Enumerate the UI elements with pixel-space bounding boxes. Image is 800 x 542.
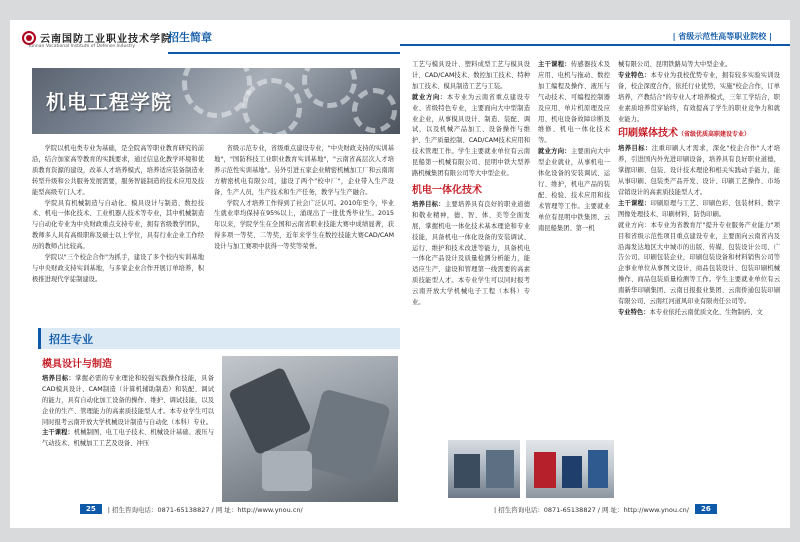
page-number: 25 (80, 504, 102, 514)
hero-title: 机电工程学院 (46, 90, 172, 114)
major-title: 印刷媒体技术（省级优质高职建设专业） (618, 128, 751, 140)
left-major-column (42, 356, 214, 450)
right-footer (494, 504, 717, 514)
left-column-1 (32, 144, 204, 286)
major-detail: 培养目标：注重印刷人才需求，深化"校企合作"人才培养，引进国内外先进印刷设备，培养具有良好职业道德，掌握印刷、包装、设计技术理论和相关实践动手能力，能从事印刷、包装类产品开发、设计、印刷工艺操作、市场营销设计的高素质技能型人才。 (618, 145, 781, 196)
right-column-2 (538, 60, 610, 235)
gear-icon (242, 78, 302, 134)
major-detail: 主干课程：印刷原理与工艺、印刷色彩、包装材料、数字图像处理技术、印刷材料、防伪印刷。 (618, 199, 781, 218)
major-detail: 专业特色：本专业为我校优势专业，拥有较多实验实训设备，校企深度合作，依托行业优势，实施"校企合作，订单培养，产教结合"的专业人才培养模式，三年工学结合，职业素质培养贯穿始终，有效提高了学生的职业竞争力和就业能力。 (618, 71, 781, 123)
major-detail: 就业方向：本专业为云南省重点建设专业、省级特色专业，主要面向大中型制造业企业，从事模具设计、制造、装配、调试，以及机械产品加工、设备操作与维护、生产质量控制、CAD/CAM技术应用和技术管理工作。学生主要就业单位有云南昆船第一机械有限公司、昆明中铁大型养路机械集团有限公司等大中型企业。 (412, 93, 531, 178)
majors-section-title: 招生专业 (49, 333, 93, 346)
major-detail: 主干课程：传感器技术及应用、电机与拖动、数控加工编程及操作、液压与气动技术、可编程控制器及应用、单片机原理及应用、机电设备故障诊断及维修、机电一体化技术等。 (538, 61, 611, 145)
major-detail: 就业方向：主要面向大中型企业就业，从事机电一体化设备的安装调试、运行、维护，机电产品的装配、检验、技术应用和技术管理等工作。主要就业单位有昆明中铁集团、云南昆船集团、第一机 (538, 148, 611, 232)
header-rule (168, 52, 400, 54)
major-detail: 主干课程：机械制图、电工电子技术、机械设计基础、液压与气动技术、机械加工工艺及设备、冲压 (42, 429, 215, 448)
lab-photo-2 (526, 440, 614, 498)
major-title: 模具设计与制造 (42, 359, 112, 370)
gear-icon (352, 88, 397, 133)
lab-photo-1 (448, 440, 520, 498)
footer-contact: | 招生咨询电话：0871-65138827 / 网 址：http://www.ynou.cn/ (107, 505, 303, 514)
major-title: 机电一体化技术 (412, 184, 482, 196)
header-rule (400, 44, 790, 46)
school-name-en: Yunnan Vocational Institute of Defense Industry (28, 44, 135, 49)
school-logo (22, 30, 172, 45)
right-page (400, 20, 790, 528)
intro-paragraph: 学院人才培养工作得到了社会广泛认可。2010年至今，毕业生就业率均保持在95%以上，涌现出了一批优秀毕业生。2015年以来，学院学生在全国和云南省职业技能大赛中成绩显著，获得多项一等奖、二等奖，近年来学生在数控技能大赛CAD/CAM设计与加工赛项中获得一等奖等荣誉。 (214, 199, 394, 251)
intro-paragraph: 学院具有机械制造与自动化、模具设计与制造、数控技术、机电一体化技术、工业机器人技术等专业，其中机械制造与自动化专业为中央财政重点支持专业，拥有省级教学团队，教师多人具有高级职称及硕士以上学位，具有行业企业工作经历的教师占比较高。 (32, 199, 204, 251)
intro-paragraph: 学院以"三个校企合作"为抓手，建设了多个校内实训基地与中央财政支持实训基地，与多家企业合作开展订单培养，积极推进现代学徒制建设。 (32, 254, 204, 283)
major-detail: 培养目标：主要培养具有良好的职业道德和敬业精神，德、智、体、美等全面发展，掌握机电一体化技术基本理论和专业技能，具备机电一体化设备的安装调试、运行、维护和技术改进等能力，具备机电一体化产品设计及质量检测分析能力，能适应生产、建设和管理第一线需要的高素质技能型人才。本专业学生可以同时报考云南开放大学机械电子工程（本科）专业。 (412, 200, 531, 307)
header-right-title: | 省级示范性高等职业院校 | (672, 32, 772, 41)
brochure-spread (10, 20, 790, 528)
major-detail: 专业特色：本专业依托云南优质文化、生物制药、文 (618, 308, 763, 316)
gear-icon (302, 68, 357, 108)
left-column-2 (214, 144, 394, 253)
left-footer (80, 504, 303, 514)
right-column-3 (618, 60, 780, 319)
intro-paragraph: 省级示范专业，省级重点建设专业，"中央财政支持的实训基地"，"国防科技工业职业教育实训基地"，"云南省高层次人才培养示范性实训基地"。另外引进五家企业精密机械加工厂和云南南方精密机电有限公司，建设了两个"校中厂"，企业带入生产设备，生产人员，生产技术和生产任务，教学与生产融合。 (214, 145, 394, 196)
major-detail: 械有限公司、昆明铁路局等大中型企业。 (618, 61, 732, 68)
major-detail: 工艺与模具设计、塑料成型工艺与模具设计、CAD/CAM技术、数控加工技术、特种加工技术、模具制造工艺与工装。 (412, 61, 530, 90)
page-number: 26 (695, 504, 717, 514)
section-title: 招生简章 (168, 31, 212, 44)
left-page (10, 20, 400, 528)
school-name: 云南国防工业职业技术学院 (40, 34, 172, 45)
school-emblem-icon (22, 31, 36, 45)
mold-parts-photo (222, 356, 398, 502)
majors-section-bar (38, 328, 400, 349)
hero-banner (32, 68, 400, 134)
intro-paragraph: 学院以机电类专业为基础，是全院高等职业教育研究的前沿，结合加家高等教育的实践要求，通过信息化教学环境和优质教育资源的建设，改革人才培养模式，培养适应装备制造业转型升级和公共服务发展需要，服务智能制造的技术应用及技能型高级专门人才。 (32, 145, 204, 196)
right-column-1 (412, 60, 530, 309)
major-detail: 就业方向：本专业为省教育厅"提升专业服务产业能力"项目和省级示范性项目重点建设专业，主要面向云南省内及沿海发达地区大中城市的出版、传媒、包装设计公司、广告公司、印刷包装企业，印刷包装设备和材料销售公司等企事业单位从事图文设计、商品包装设计、包装印刷机械操作、商品包装质量检测等工作。学生主要就业单位有云南新华印刷集团、云南日报报业集团、云南侨通包装印刷有限公司、云南红河道风印业有限责任公司等。 (618, 221, 780, 306)
major-detail: 培养目标：掌握必需的专业理论和较强实践操作技能，具备CAD模具设计、CAM制造（计算机辅助制造）和装配、调试的能力，具有自动化加工设备的操作、维护、调试技能，以及企业的生产、管理能力的高素质技能型人才。本专业学生可以同时报考云南开放大学机械设计制造与自动化（本科）专业。 (42, 374, 215, 426)
footer-contact: | 招生咨询电话：0871-65138827 / 网 址：http://www.ynou.cn/ (494, 505, 689, 514)
